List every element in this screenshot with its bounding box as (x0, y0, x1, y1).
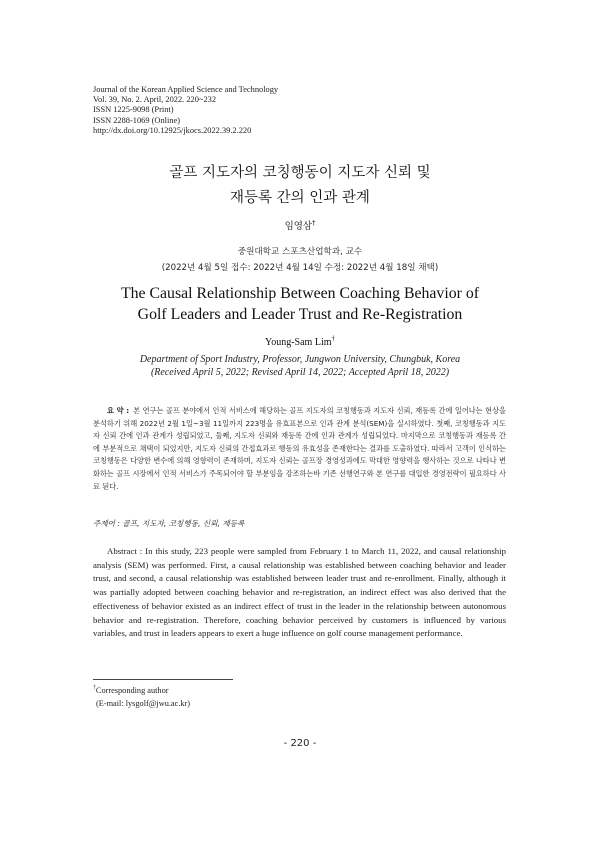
korean-title (0, 161, 600, 211)
english-affiliation: Department of Sport Industry, Professor, Jungwon University, Chungbuk, Korea (139, 354, 461, 365)
korean-affiliation-block (0, 244, 600, 276)
journal-issn-online: ISSN 2288-1069 (Online) (93, 115, 181, 125)
journal-issn-print: ISSN 1225-9098 (Print) (93, 105, 174, 115)
footnote-email: (E-mail: lysgolf@jwu.ac.kr) (96, 699, 191, 708)
journal-volume: Vol. 39, No. 2. April, 2022. 220~232 (93, 95, 217, 105)
korean-abstract-text: 본 연구는 골프 분야에서 인적 서비스에 해당하는 골프 지도자의 코칭행동과 지도자 신뢰, 재등록 간에 일어나는 현상을 분석하기 위해 2022년 2월 1일~3월 11일까지 223명을 유효표본으로 인과 관계 분석(SEM)을 실시하였다. 첫째, 코칭행동과 지도자 신뢰 간에 인과 관계가 성립되었고, 둘째, 지도자 신뢰와 재등록 간에 인과 관계가 성립되었다. 마지막으로 코칭행동과 재등록 간에 부분적으로 채택이 되었지만, 지도자 신뢰의 간접효과로 행동의 유효성을 존재한다는 결과를 도출하였다. 따라서 고객이 인식하는 코칭행동은 다양한 변수에 의해 영향력이 존재하며, 지도자 신뢰는 골프장 경영성과에도 막대한 영향력을 행사하는 것으로 나타나 변화하는 골프 시장에서 인적 서비스가 주목되어야 할 부분임을 강조하는바 기존 선행연구와 본 연구를 대입한 경영전략이 필요하다 사료 된다. (93, 406, 506, 491)
journal-name: Journal of the Korean Applied Science and Technology (93, 85, 279, 94)
footnote-label: Corresponding author (95, 686, 169, 695)
korean-abstract (93, 405, 506, 493)
english-author-mark: † (331, 334, 335, 343)
korean-author (0, 218, 600, 232)
english-abstract-label: Abstract : (107, 546, 143, 556)
english-abstract (93, 545, 506, 641)
english-title (0, 283, 600, 325)
english-title-line1: The Causal Relationship Between Coaching Behavior of (121, 285, 479, 302)
page-number: - 220 - (283, 738, 317, 749)
korean-abstract-label: 요 약 : (107, 406, 130, 415)
journal-header (93, 85, 278, 136)
footnote-divider (93, 679, 233, 680)
korean-keywords: 주제어 : 골프, 지도자, 코칭행동, 신뢰, 재등록 (93, 519, 245, 528)
english-title-line2: Golf Leaders and Leader Trust and Re-Registration (137, 306, 463, 323)
korean-affiliation: 중원대학교 스포츠산업학과, 교수 (237, 247, 363, 257)
korean-author-mark: † (312, 218, 316, 227)
korean-author-name: 임영삼 (284, 221, 313, 232)
english-abstract-text: In this study, 223 people were sampled from February 1 to March 11, 2022, and causal relationship analysis (SEM) was performed. First, a causal relationship was established between coaching behavior and leader trust, and second, a causal relationship was established between leader trust and re-enrollment. Finally, although it was partially adopted between coaching behavior and re-registration, an indirect effect was also derived that the effectiveness of behavior existed as an indirect effect of trust in the leader in the relationship between autonomous behavior and re-registration. Therefore, coaching behavior perceived by customers is influenced by various variables, and trust in leaders appears to exert a huge influence on golf course management performance. (93, 546, 506, 639)
korean-dates: (2022년 4월 5일 접수: 2022년 4월 14일 수정: 2022년 4월 18일 채택) (161, 263, 439, 273)
korean-title-line1: 골프 지도자의 코칭행동이 지도자 신뢰 및 (169, 165, 431, 181)
english-author (0, 334, 600, 348)
footnote (93, 684, 190, 710)
english-dates: (Received April 5, 2022; Revised April 14, 2022; Accepted April 18, 2022) (150, 366, 450, 378)
journal-doi[interactable]: http://dx.doi.org/10.12925/jkocs.2022.39.2.220 (93, 125, 252, 135)
english-affiliation-block (0, 354, 600, 379)
footnote-mark: † (93, 685, 96, 692)
korean-title-line2: 재등록 간의 인과 관계 (230, 190, 370, 206)
english-author-name: Young-Sam Lim (265, 337, 332, 348)
